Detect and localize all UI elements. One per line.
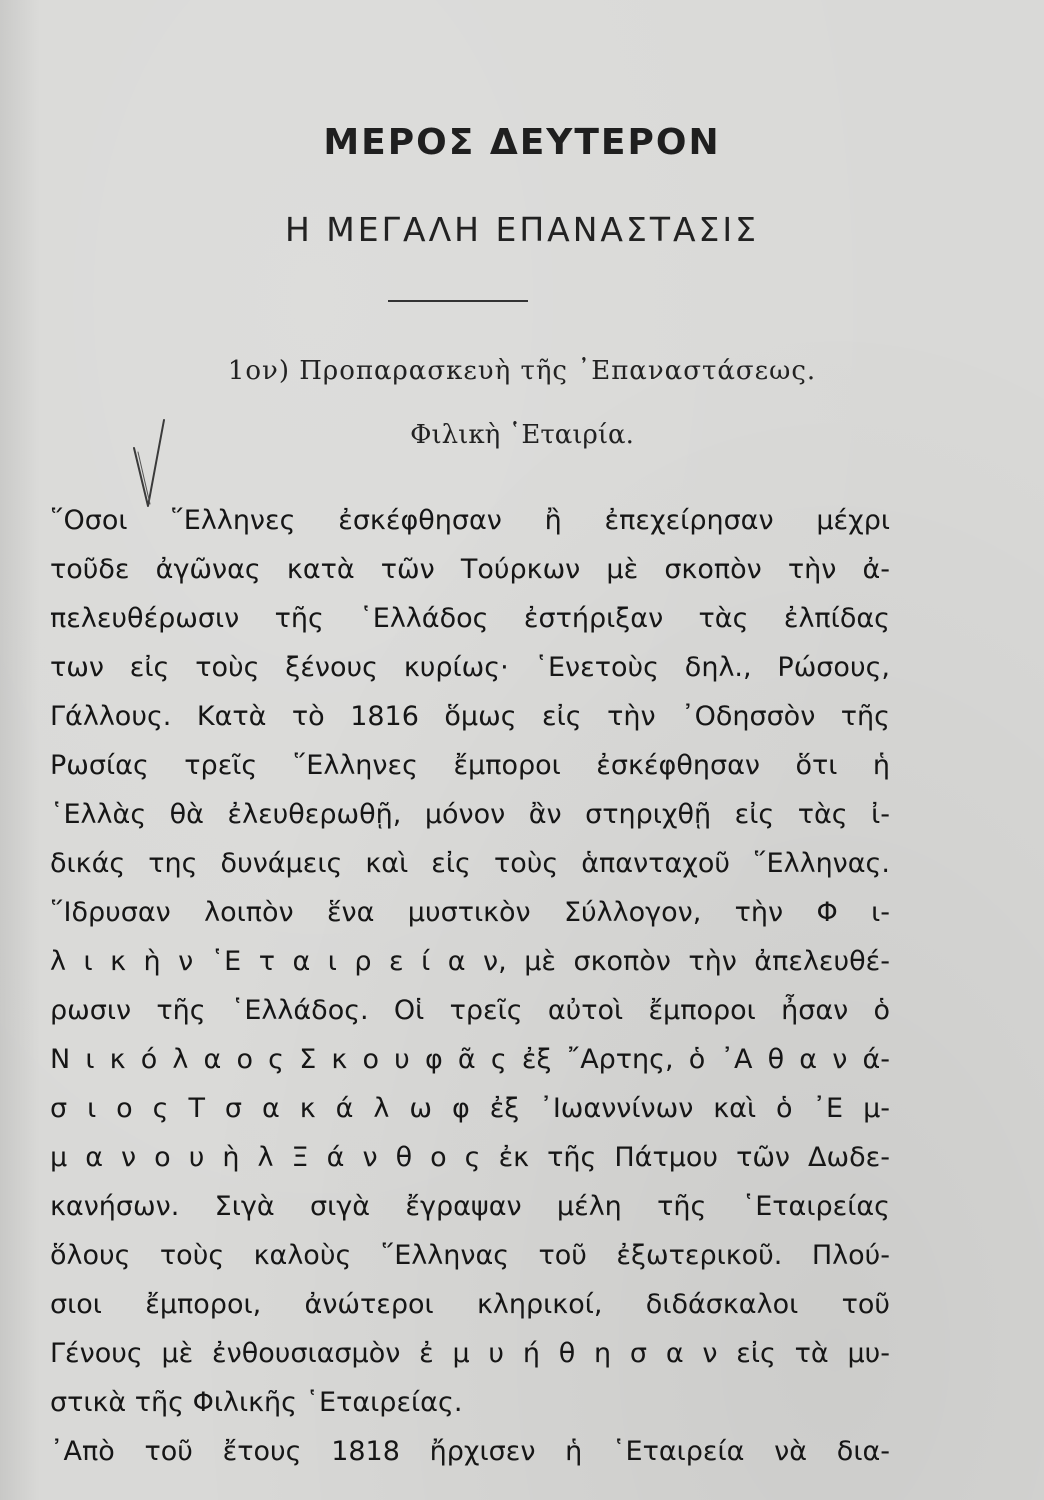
text-line: ῞Ιδρυσαν λοιπὸν ἕνα μυστικὸν Σύλλογον, τὴν Φ ι- (50, 897, 890, 928)
text-line: ῞Οσοι ῞Ελληνες ἐσκέφθησαν ἢ ἐπεχείρησαν μέχρι (50, 505, 890, 536)
section-title: 1ον) Προπαρασκευὴ τῆς ᾿Επαναστάσεως. (227, 356, 817, 386)
text-line: στικὰ τῆς Φιλικῆς ῾Εταιρείας. (50, 1387, 463, 1418)
body-text (50, 496, 890, 1476)
text-line: δικάς της δυνάμεις καὶ εἰς τοὺς ἁπανταχοῦ ῞Ελληνας. (50, 848, 890, 879)
text-line: ὅλους τοὺς καλοὺς ῞Ελληνας τοῦ ἐξωτερικοῦ. Πλού- (50, 1240, 890, 1271)
text-line: πελευθέρωσιν τῆς ῾Ελλάδος ἐστήριξαν τὰς ἐλπίδας (50, 603, 890, 634)
part-title: ΜΕΡΟΣ ΔΕΥΤΕΡΟΝ (323, 122, 721, 163)
text-line: ῾Ελλὰς θὰ ἐλευθερωθῇ, μόνον ἂν στηριχθῇ εἰς τὰς ἰ- (50, 799, 890, 830)
text-line: ρωσιν τῆς ῾Ελλάδος. Οἱ τρεῖς αὐτοὶ ἔμποροι ἦσαν ὁ (50, 995, 890, 1026)
text-line: μ α ν ο υ ὴ λ Ξ ά ν θ ο ς ἐκ τῆς Πάτμου τῶν Δωδε- (50, 1142, 890, 1173)
text-line: Γένους μὲ ἐνθουσιασμὸν ἐ μ υ ή θ η σ α ν εἰς τὰ μυ- (50, 1338, 890, 1369)
main-title: Η ΜΕΓΑΛΗ ΕΠΑΝΑΣΤΑΣΙΣ (285, 210, 759, 249)
text-line: Ν ι κ ό λ α ο ς Σ κ ο υ φ ᾶ ς ἐξ ῎Αρτης, ὁ ᾿Α θ α ν ά- (50, 1044, 890, 1075)
text-line: λ ι κ ὴ ν ῾Ε τ α ι ρ ε ί α ν, μὲ σκοπὸν τὴν ἀπελευθέ- (50, 946, 890, 977)
text-line: Γάλλους. Κατὰ τὸ 1816 ὅμως εἰς τὴν ᾿Οδησσὸν τῆς (50, 701, 890, 732)
subsection-title: Φιλικὴ ῾Εταιρία. (410, 420, 634, 450)
text-line: κανήσων. Σιγὰ σιγὰ ἔγραψαν μέλη τῆς ῾Εταιρείας (50, 1191, 890, 1222)
text-line: Ρωσίας τρεῖς ῞Ελληνες ἔμποροι ἐσκέφθησαν ὅτι ἡ (50, 750, 890, 781)
text-line: τοῦδε ἀγῶνας κατὰ τῶν Τούρκων μὲ σκοπὸν τὴν ἀ- (50, 554, 890, 585)
title-divider (388, 300, 528, 302)
text-line: ᾿Απὸ τοῦ ἔτους 1818 ἤρχισεν ἡ ῾Εταιρεία νὰ δια- (50, 1436, 890, 1467)
text-line: σ ι ο ς Τ σ α κ ά λ ω φ ἐξ ᾿Ιωαννίνων καὶ ὁ ᾿Ε μ- (50, 1093, 890, 1124)
text-line: σιοι ἔμποροι, ἀνώτεροι κληρικοί, διδάσκαλοι τοῦ (50, 1289, 890, 1320)
text-line: των εἰς τοὺς ξένους κυρίως· ῾Ενετοὺς δηλ., Ρώσους, (50, 652, 890, 683)
